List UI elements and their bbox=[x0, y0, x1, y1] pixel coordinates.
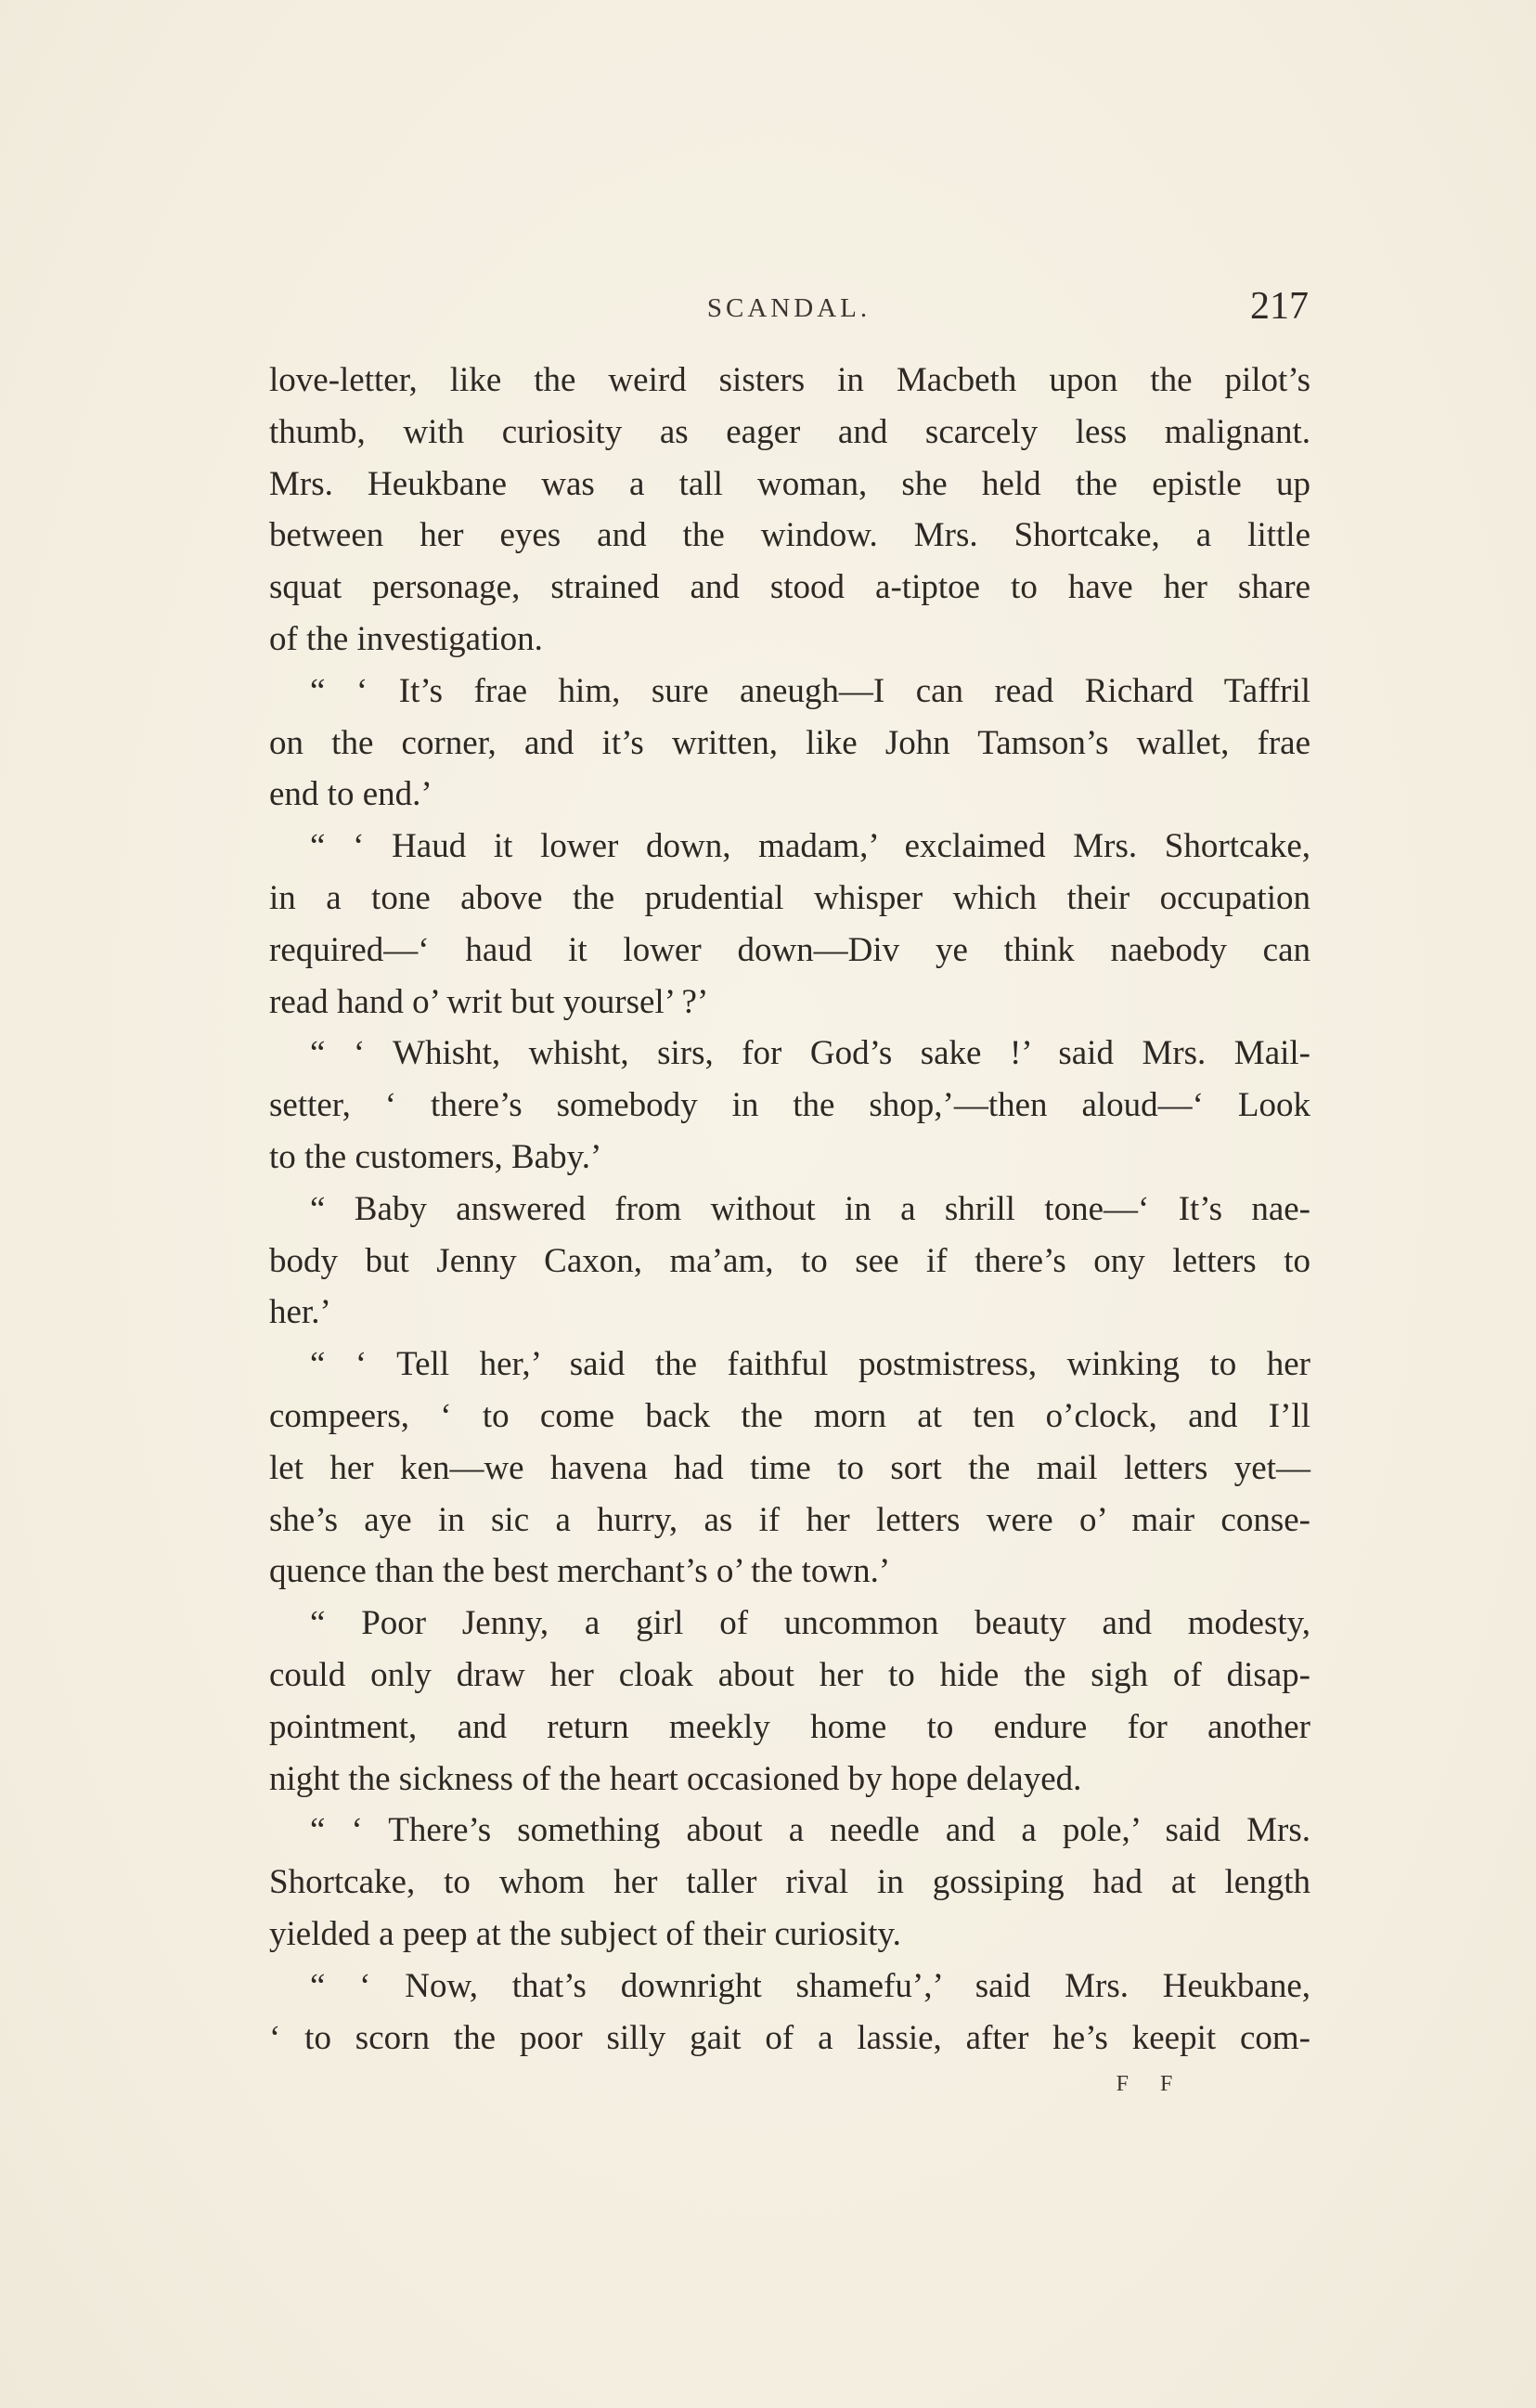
text-line: Shortcake, to whom her taller rival in gossiping had at length bbox=[269, 1863, 1310, 1902]
running-head bbox=[269, 284, 1309, 340]
text-line: in a tone above the prudential whisper which their occupation bbox=[269, 878, 1310, 917]
text-line: could only draw her cloak about her to hide the sigh of disap- bbox=[269, 1655, 1310, 1694]
text-line: “ ‘ Whisht, whisht, sirs, for God’s sake !’ said Mrs. Mail- bbox=[310, 1034, 1310, 1073]
page-number: 217 bbox=[1250, 285, 1309, 328]
text-line: quence than the best merchant’s o’ the town.’ bbox=[269, 1552, 891, 1591]
text-line: setter, ‘ there’s somebody in the shop,’—then aloud—‘ Look bbox=[269, 1086, 1310, 1125]
text-line: “ Baby answered from without in a shrill tone—‘ It’s nae- bbox=[310, 1189, 1310, 1228]
text-line: squat personage, strained and stood a-tiptoe to have her share bbox=[269, 568, 1310, 607]
text-line: she’s aye in sic a hurry, as if her letters were o’ mair conse- bbox=[269, 1500, 1310, 1539]
text-line: “ ‘ Tell her,’ said the faithful postmistress, winking to her bbox=[310, 1345, 1310, 1384]
text-line: between her eyes and the window. Mrs. Shortcake, a little bbox=[269, 516, 1310, 555]
text-line: “ ‘ Haud it lower down, madam,’ exclaimed Mrs. Shortcake, bbox=[310, 827, 1310, 866]
text-line: love-letter, like the weird sisters in Macbeth upon the pilot’s bbox=[269, 361, 1310, 399]
text-line: read hand o’ writ but yoursel’ ?’ bbox=[269, 982, 709, 1021]
text-line: let her ken—we havena had time to sort the mail letters yet— bbox=[269, 1448, 1310, 1487]
text-line: end to end.’ bbox=[269, 775, 432, 814]
text-line: Mrs. Heukbane was a tall woman, she held the epistle up bbox=[269, 464, 1310, 503]
text-line: required—‘ haud it lower down—Div ye think naebody can bbox=[269, 930, 1310, 969]
text-line: yielded a peep at the subject of their curiosity. bbox=[269, 1914, 901, 1953]
text-line: ‘ to scorn the poor silly gait of a lassie, after he’s keepit com- bbox=[269, 2018, 1310, 2057]
body-text bbox=[269, 355, 1310, 2064]
text-line: of the investigation. bbox=[269, 619, 543, 658]
running-title: SCANDAL. bbox=[706, 293, 871, 323]
text-line: to the customers, Baby.’ bbox=[269, 1137, 602, 1176]
text-line: “ Poor Jenny, a girl of uncommon beauty and modesty, bbox=[310, 1604, 1310, 1643]
text-line: pointment, and return meekly home to endure for another bbox=[269, 1707, 1310, 1746]
text-line: body but Jenny Caxon, ma’am, to see if there’s ony letters to bbox=[269, 1241, 1310, 1280]
text-line: “ ‘ There’s something about a needle and a pole,’ said Mrs. bbox=[310, 1811, 1310, 1850]
text-line: compeers, ‘ to come back the morn at ten o’clock, and I’ll bbox=[269, 1396, 1310, 1435]
signature-mark: F F bbox=[1116, 2072, 1186, 2096]
text-line: “ ‘ It’s frae him, sure aneugh—I can read Richard Taffril bbox=[310, 671, 1310, 710]
text-line: night the sickness of the heart occasioned by hope delayed. bbox=[269, 1759, 1082, 1798]
text-line: “ ‘ Now, that’s downright shamefu’,’ said Mrs. Heukbane, bbox=[310, 1966, 1310, 2005]
text-line: thumb, with curiosity as eager and scarcely less malignant. bbox=[269, 412, 1310, 451]
text-line: on the corner, and it’s written, like John Tamson’s wallet, frae bbox=[269, 723, 1310, 762]
text-line: her.’ bbox=[269, 1293, 331, 1332]
